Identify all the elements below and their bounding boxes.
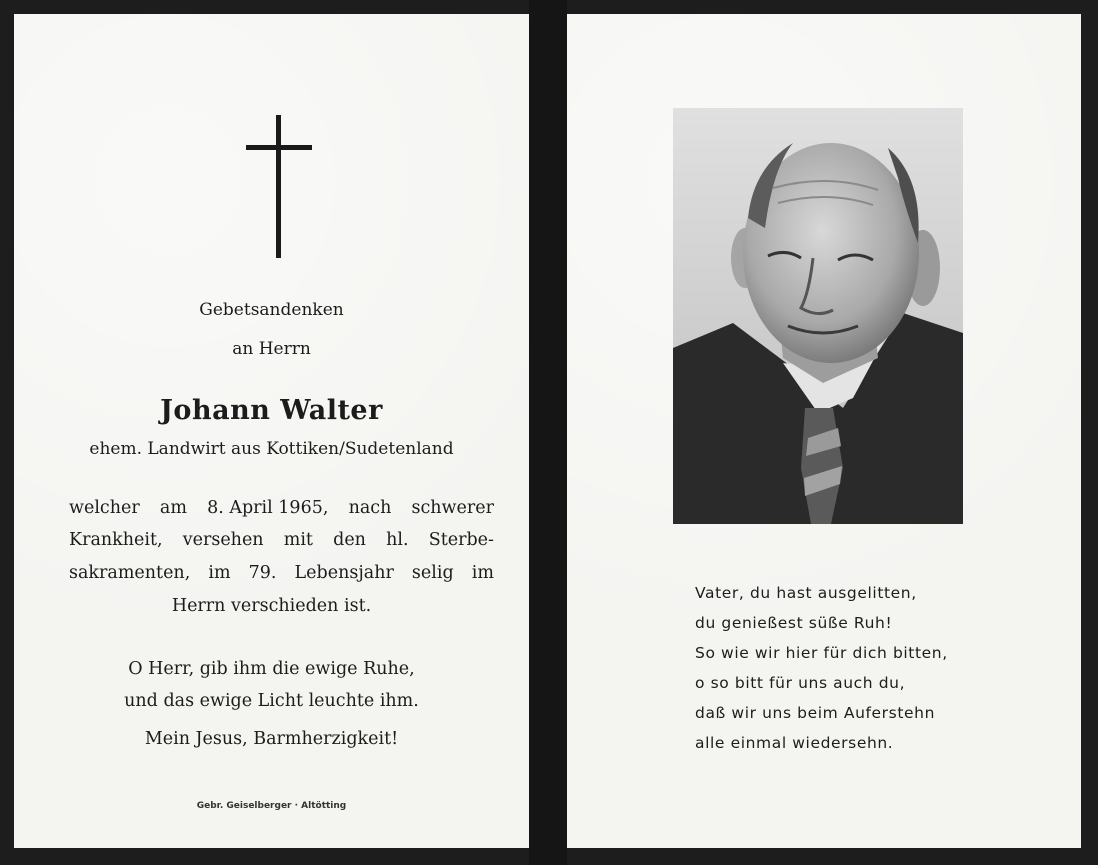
poem-line-2: du genießest süße Ruh! (695, 614, 893, 632)
body-line-2 (69, 530, 494, 550)
body-word: nach (348, 498, 392, 518)
death-date: 8. April 1965, (207, 498, 329, 518)
deceased-description: ehem. Landwirt aus Kottiken/Sudetenland (89, 439, 454, 459)
prayer-line-2: und das ewige Licht leuchte ihm. (124, 691, 419, 711)
body-line-1 (69, 498, 494, 518)
body-word: mit (283, 530, 313, 550)
body-word: im (208, 563, 231, 583)
body-word: am (159, 498, 187, 518)
portrait-illustration (673, 108, 963, 524)
poem-line-6: alle einmal wiedersehn. (695, 734, 894, 752)
left-panel (14, 14, 529, 848)
poem-line-3: So wie wir hier für dich bitten, (695, 644, 948, 662)
prayer-line-1: O Herr, gib ihm die ewige Ruhe, (128, 659, 415, 679)
body-line-3 (69, 563, 494, 583)
body-word: Sterbe- (428, 530, 494, 550)
poem-line-5: daß wir uns beim Auferstehn (695, 704, 935, 722)
body-word: versehen (182, 530, 264, 550)
body-word: Lebensjahr (294, 563, 394, 583)
body-word: selig (411, 563, 454, 583)
right-panel (567, 14, 1081, 848)
body-word: hl. (386, 530, 409, 550)
card-fold (529, 0, 567, 865)
portrait-photo (673, 108, 963, 524)
poem-line-1: Vater, du hast ausgelitten, (695, 584, 917, 602)
deceased-name: Johann Walter (160, 395, 383, 426)
body-line-4: Herrn verschieden ist. (171, 596, 372, 616)
cross-icon (246, 115, 312, 258)
body-word: sakramenten, (69, 563, 191, 583)
heading-an-herrn: an Herrn (232, 339, 311, 359)
body-word: Krankheit, (69, 530, 163, 550)
age-year: 79. (248, 563, 277, 583)
body-word: im (471, 563, 494, 583)
body-word: den (333, 530, 366, 550)
heading-gebetsandenken: Gebetsandenken (199, 300, 344, 320)
poem-line-4: o so bitt für uns auch du, (695, 674, 906, 692)
body-word: schwerer (411, 498, 494, 518)
body-word: welcher (69, 498, 140, 518)
prayer-line-3: Mein Jesus, Barmherzigkeit! (144, 729, 399, 749)
printer-credit: Gebr. Geiselberger · Altötting (196, 801, 347, 811)
